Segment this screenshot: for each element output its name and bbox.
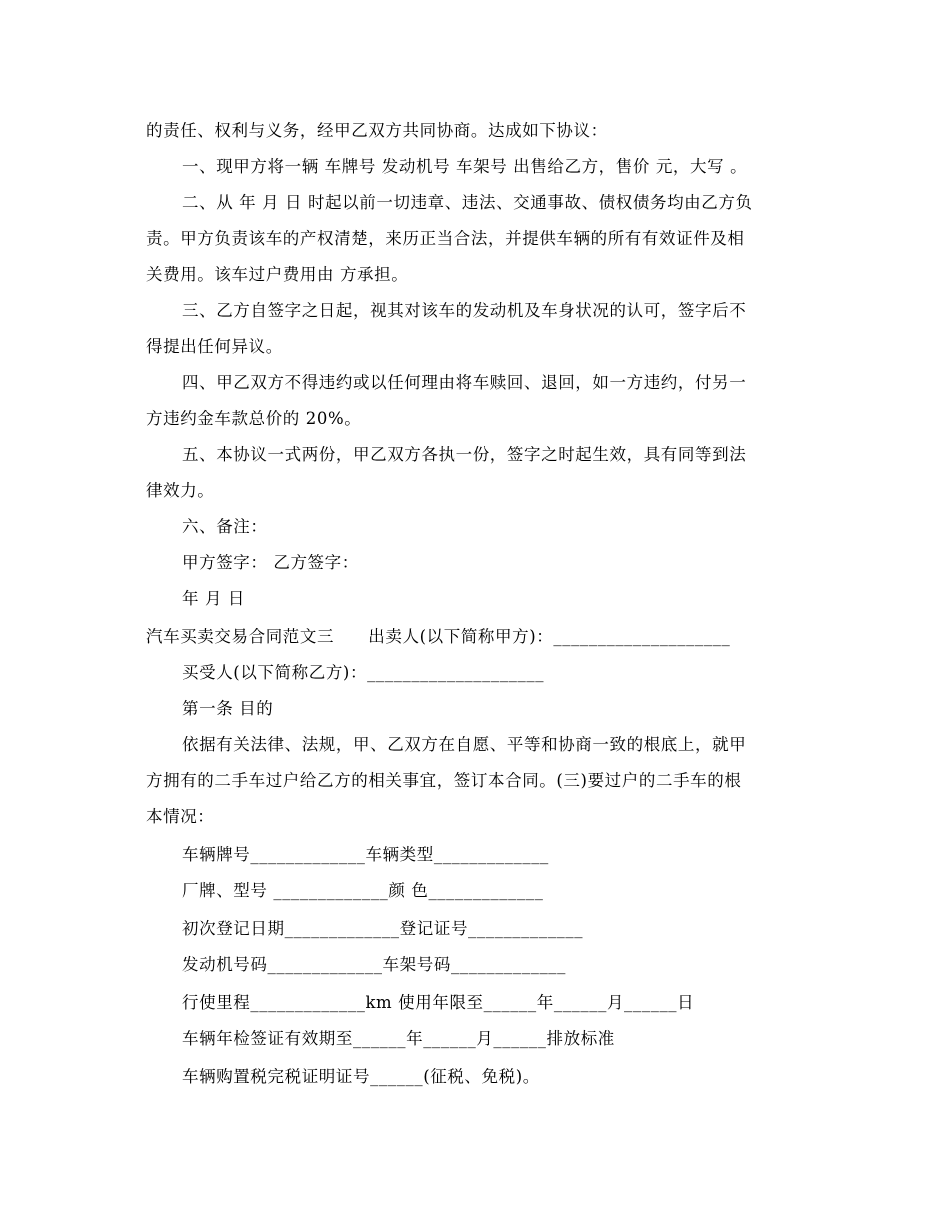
date-line: 年 月 日: [182, 589, 245, 608]
text-line: 三、乙方自签字之日起，视其对该车的发动机及车身状况的认可，签字后不: [182, 301, 747, 320]
form-field-line: 车辆年检签证有效期至______年______月______排放标准: [182, 1029, 615, 1048]
text-line: 方违约金车款总价的 20%。: [146, 409, 362, 428]
text-line: 二、从 年 月 日 时起以前一切违章、违法、交通事故、债权债务均由乙方负: [182, 193, 753, 212]
text-line: 方拥有的二手车过户给乙方的相关事宜，签订本合同。(三)要过户的二手车的根: [146, 771, 742, 790]
text-line: 依据有关法律、法规，甲、乙双方在自愿、平等和协商一致的根底上，就甲: [182, 735, 747, 754]
text-line: 买受人(以下简称乙方)：____________________: [182, 663, 545, 682]
section-heading: 汽车买卖交易合同范文三 出卖人(以下简称甲方)：____________________: [146, 627, 731, 646]
text-line: 五、本协议一式两份，甲乙双方各执一份，签字之时起生效，具有同等到法: [182, 445, 747, 464]
form-field-line: 行使里程_____________km 使用年限至______年______月______日: [182, 993, 695, 1012]
form-field-line: 车辆购置税完税证明证号______(征税、免税)。: [182, 1067, 540, 1086]
text-line: 得提出任何异议。: [146, 337, 283, 356]
form-field-line: 初次登记日期_____________登记证号_____________: [182, 919, 584, 938]
text-line: 的责任、权利与义务，经甲乙双方共同协商。达成如下协议：: [146, 121, 608, 140]
text-line: 责。甲方负责该车的产权清楚，来历正当合法，并提供车辆的所有有效证件及相: [146, 229, 745, 248]
text-line: 一、现甲方将一辆 车牌号 发动机号 车架号 出售给乙方，售价 元，大写 。: [182, 157, 748, 176]
article-heading: 第一条 目的: [182, 699, 274, 718]
form-field-line: 发动机号码_____________车架号码_____________: [182, 955, 566, 974]
text-line: 律效力。: [146, 481, 215, 500]
signature-line: 甲方签字： 乙方签字：: [182, 553, 359, 572]
form-field-line: 厂牌、型号 _____________颜 色_____________: [182, 881, 544, 900]
form-field-line: 车辆牌号_____________车辆类型_____________: [182, 845, 549, 864]
text-line: 四、甲乙双方不得违约或以任何理由将车赎回、退回，如一方违约，付另一: [182, 373, 747, 392]
text-line: 本情况：: [146, 807, 215, 826]
text-line: 关费用。该车过户费用由 方承担。: [146, 265, 409, 284]
text-line: 六、备注：: [182, 517, 268, 536]
